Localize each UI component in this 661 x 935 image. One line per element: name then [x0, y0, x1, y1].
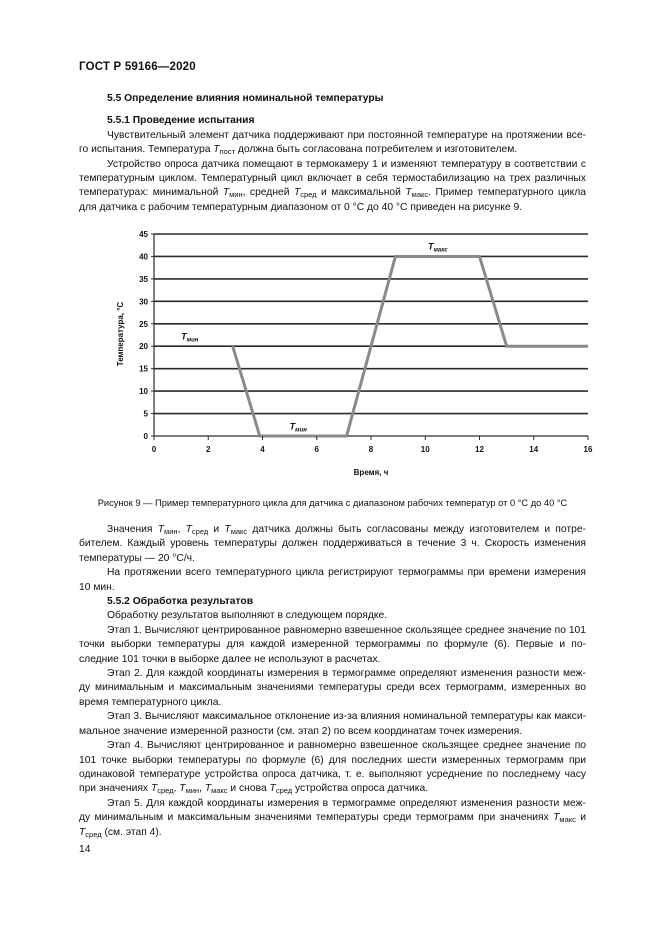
y-tick-label: 30	[139, 297, 148, 307]
y-tick-label: 20	[139, 342, 148, 352]
paragraph: Этап 1. Вычисляют центрированное равномерно взвешенное скользящее среднее значение по 101 точки выборки температуры для каждой измеренной термограммы по формуле (6). Первые и по-следние 101 точки в выборке далее не используют в расчетах.	[79, 624, 586, 665]
paragraph: Чувствительный элемент датчика поддерживают при постоянной температуре на протяжении все-го испытания. Температура $T_{пост}$ должна быть согласована потребителем и изготовителем.	[79, 129, 586, 157]
subsection-title: 5.5.2 Обработка результатов	[107, 596, 254, 608]
x-tick-label: 14	[529, 445, 539, 454]
temperature-cycle-chart	[96, 222, 606, 484]
x-tick-label: 2	[206, 445, 211, 454]
page-number: 14	[79, 844, 91, 855]
x-tick-label: 10	[420, 445, 430, 454]
y-axis-label: Температура, °С	[116, 301, 125, 367]
paragraph: На протяжении всего температурного цикла регистрируют термограммы при времени измерения 10 мин.	[79, 567, 586, 593]
x-tick-label: 4	[260, 445, 265, 454]
paragraph: Этап 4. Вычисляют центрированное и равномерно взвешенное скользящее среднее значение по 101 точке выборки температуры по формуле (6) для последних шести измеренных термограмм при одинаковой температуре устройства опроса датчика, т. е. выполняют усреднение по последнему часу при значениях $T_{сред}$, $T_{мин}$, $T_{макс}$ и снова $T_{сред}$ устройства опроса датчика.	[79, 740, 586, 796]
y-tick-label: 10	[139, 387, 148, 397]
x-tick-label: 6	[314, 445, 319, 454]
y-tick-label: 40	[139, 252, 148, 262]
section-5-5	[79, 92, 586, 215]
section-continuation	[79, 523, 586, 840]
paragraph: Устройство опроса датчика помещают в термокамеру 1 и изменяют температуру в соответствии с температурным циклом. Температурный цикл включает в себя термостабилизацию на трех различных температурах: минимальной $T_{мин}$, средней $T_{сред}$ и максимальной $T_{макс}$. Пример температурного цикла для датчика с рабочим температурным диапазоном от 0 °С до 40 °С приведен на рисунке 9.	[79, 158, 586, 213]
y-tick-label: 15	[139, 364, 148, 374]
temperature-level-label: $T_{макс}$	[427, 241, 448, 254]
paragraph: Этап 5. Для каждой координаты измерения в термограмме определяют изменения разности меж-ду минимальным и максимальным значениями температуры среди термограмм при значениях $T_{макс}$ и $T_{сред}$ (см. этап 4).	[79, 797, 586, 839]
x-tick-label: 12	[475, 445, 484, 454]
subsection-title: 5.5.1 Проведение испытания	[107, 115, 255, 127]
y-tick-label: 35	[139, 274, 148, 284]
paragraph: Обработку результатов выполняют в следующем порядке.	[107, 610, 388, 622]
x-tick-label: 16	[583, 445, 593, 454]
section-title: 5.5 Определение влияния номинальной температуры	[107, 93, 384, 104]
y-tick-label: 5	[143, 409, 148, 419]
standard-header: ГОСТ Р 59166—2020	[79, 61, 196, 73]
x-axis-label: Время, ч	[353, 468, 389, 477]
temperature-level-label: $T_{мин}$	[181, 331, 199, 344]
paragraph: Этап 3. Вычисляют максимальное отклонение из-за влияния номинальной температуры как макси-мальное значение измеренной разности (см. этап 2) по всем координатам точек измерения.	[79, 711, 586, 737]
paragraph: Значения $T_{мин}$, $T_{сред}$ и $T_{макс}$ датчика должны быть согласованы между изготовителем и потре-бителем. Каждый уровень температуры должен поддерживаться в течение 3 ч. Скорость изменения температуры — 20 °С/ч.	[79, 524, 586, 564]
figure-caption: Рисунок 9 — Пример температурного цикла для датчика с диапазоном рабочих температур от 0 °С до 40 °С	[97, 498, 568, 508]
temperature-level-label: $T_{мин}$	[289, 421, 307, 434]
y-tick-label: 25	[139, 319, 148, 329]
paragraph: Этап 2. Для каждой координаты измерения в термограмме определяют изменения разности меж-ду минимальным и максимальным значениями температуры среди всех термограмм, измеренных во время температурного цикла.	[79, 668, 586, 708]
y-tick-label: 0	[143, 432, 148, 441]
y-tick-label: 45	[139, 230, 148, 239]
x-tick-label: 0	[151, 445, 157, 454]
x-tick-label: 8	[368, 445, 374, 454]
